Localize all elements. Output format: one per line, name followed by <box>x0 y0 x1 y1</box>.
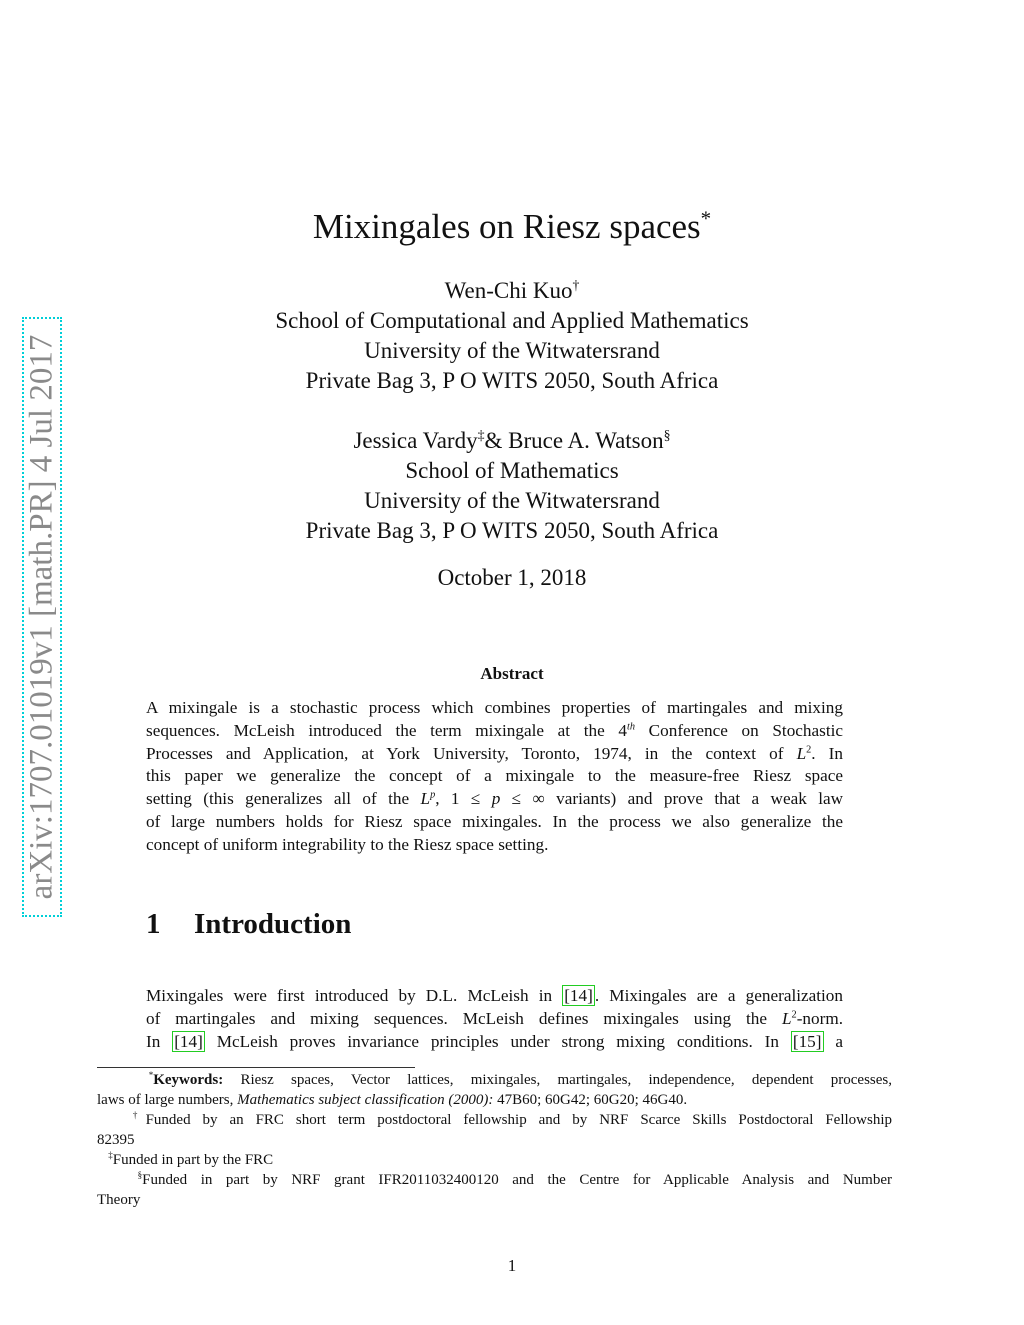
author2-affiliation-1: School of Mathematics <box>405 458 619 483</box>
author1-affiliation-1: School of Computational and Applied Mathematics <box>275 308 749 333</box>
author2-affiliation-3: Private Bag 3, P O WITS 2050, South Africa <box>305 518 719 543</box>
author1-block <box>0 276 1024 396</box>
title-footnote-mark: * <box>700 206 712 231</box>
abstract-line: A mixingale is a stochastic process which combines properties of martingales and mixing <box>146 698 843 717</box>
abstract-line: concept of uniform integrability to the Riesz space setting. <box>146 834 549 854</box>
intro-line: of martingales and mixing sequences. McLeish defines mixingales using the $L^2$-norm. <box>146 1008 843 1028</box>
paper-title: Mixingales on Riesz spaces* <box>312 206 712 246</box>
citation-link[interactable]: [15] <box>792 1031 822 1051</box>
footnote-keywords: *Keywords: Riesz spaces, Vector lattices, mixingales, martingales, independence, dependent processes, laws of large numbers, Mathematics subject classification (2000): 47B60; 60G42; 60G20; 46G40. <box>97 1070 892 1108</box>
author2-names: Jessica Vardy‡& Bruce A. Watson§ <box>353 427 671 453</box>
section-number: 1 <box>146 908 161 940</box>
author1-name: Wen-Chi Kuo† <box>444 277 580 303</box>
author1-affiliation-3: Private Bag 3, P O WITS 2050, South Africa <box>305 368 719 393</box>
arxiv-identifier: arXiv:1707.01019v1 [math.PR] 4 Jul 2017 <box>23 334 60 900</box>
author1-affiliation-2: University of the Witwatersrand <box>364 338 660 363</box>
abstract-body <box>146 697 843 857</box>
citation-link[interactable]: [14] <box>564 986 593 1005</box>
section-heading-introduction <box>146 908 351 941</box>
intro-line: Mixingales were first introduced by D.L. McLeish in [14] . Mixingales are a generalization <box>146 986 843 1005</box>
arxiv-stamp <box>22 317 62 917</box>
author2-block <box>0 426 1024 546</box>
abstract-line: Processes and Application, at York University, Toronto, 1974, in the context of $L^2$. In <box>146 743 843 763</box>
abstract-line: of large numbers holds for Riesz space mixingales. In the process we also generalize the <box>146 811 843 831</box>
abstract-line: sequences. McLeish introduced the term mixingale at the 4th Conference on Stochastic <box>146 720 844 740</box>
abstract-line: this paper we generalize the concept of a mixingale to the measure-free Riesz space <box>146 766 843 786</box>
paper-date: October 1, 2018 <box>437 565 587 590</box>
introduction-body <box>146 985 843 1053</box>
footnote-rule <box>97 1067 415 1068</box>
citation-link[interactable]: [14] <box>174 1031 203 1051</box>
section-title: Introduction <box>194 908 352 940</box>
footnote-funding-watson: §Funded in part by NRF grant IFR2011032400120 and the Centre for Applicable Analysis and Number Theory <box>97 1170 892 1208</box>
page-number: 1 <box>507 1256 517 1275</box>
footnote-funding-kuo: †Funded by an FRC short term postdoctoral fellowship and by NRF Scarce Skills Postdoctoral Fellowship 82395 <box>97 1110 892 1148</box>
abstract-heading: Abstract <box>480 664 544 683</box>
author2-affiliation-2: University of the Witwatersrand <box>364 488 660 513</box>
intro-line: In [14] McLeish proves invariance principles under strong mixing conditions. In [15] a <box>146 1031 844 1051</box>
footnote-funding-vardy: ‡Funded in part by the FRC <box>108 1150 274 1168</box>
abstract-line: setting (this generalizes all of the $L^p$, 1 ≤ p ≤ ∞ variants) and prove that a weak law <box>146 789 844 809</box>
